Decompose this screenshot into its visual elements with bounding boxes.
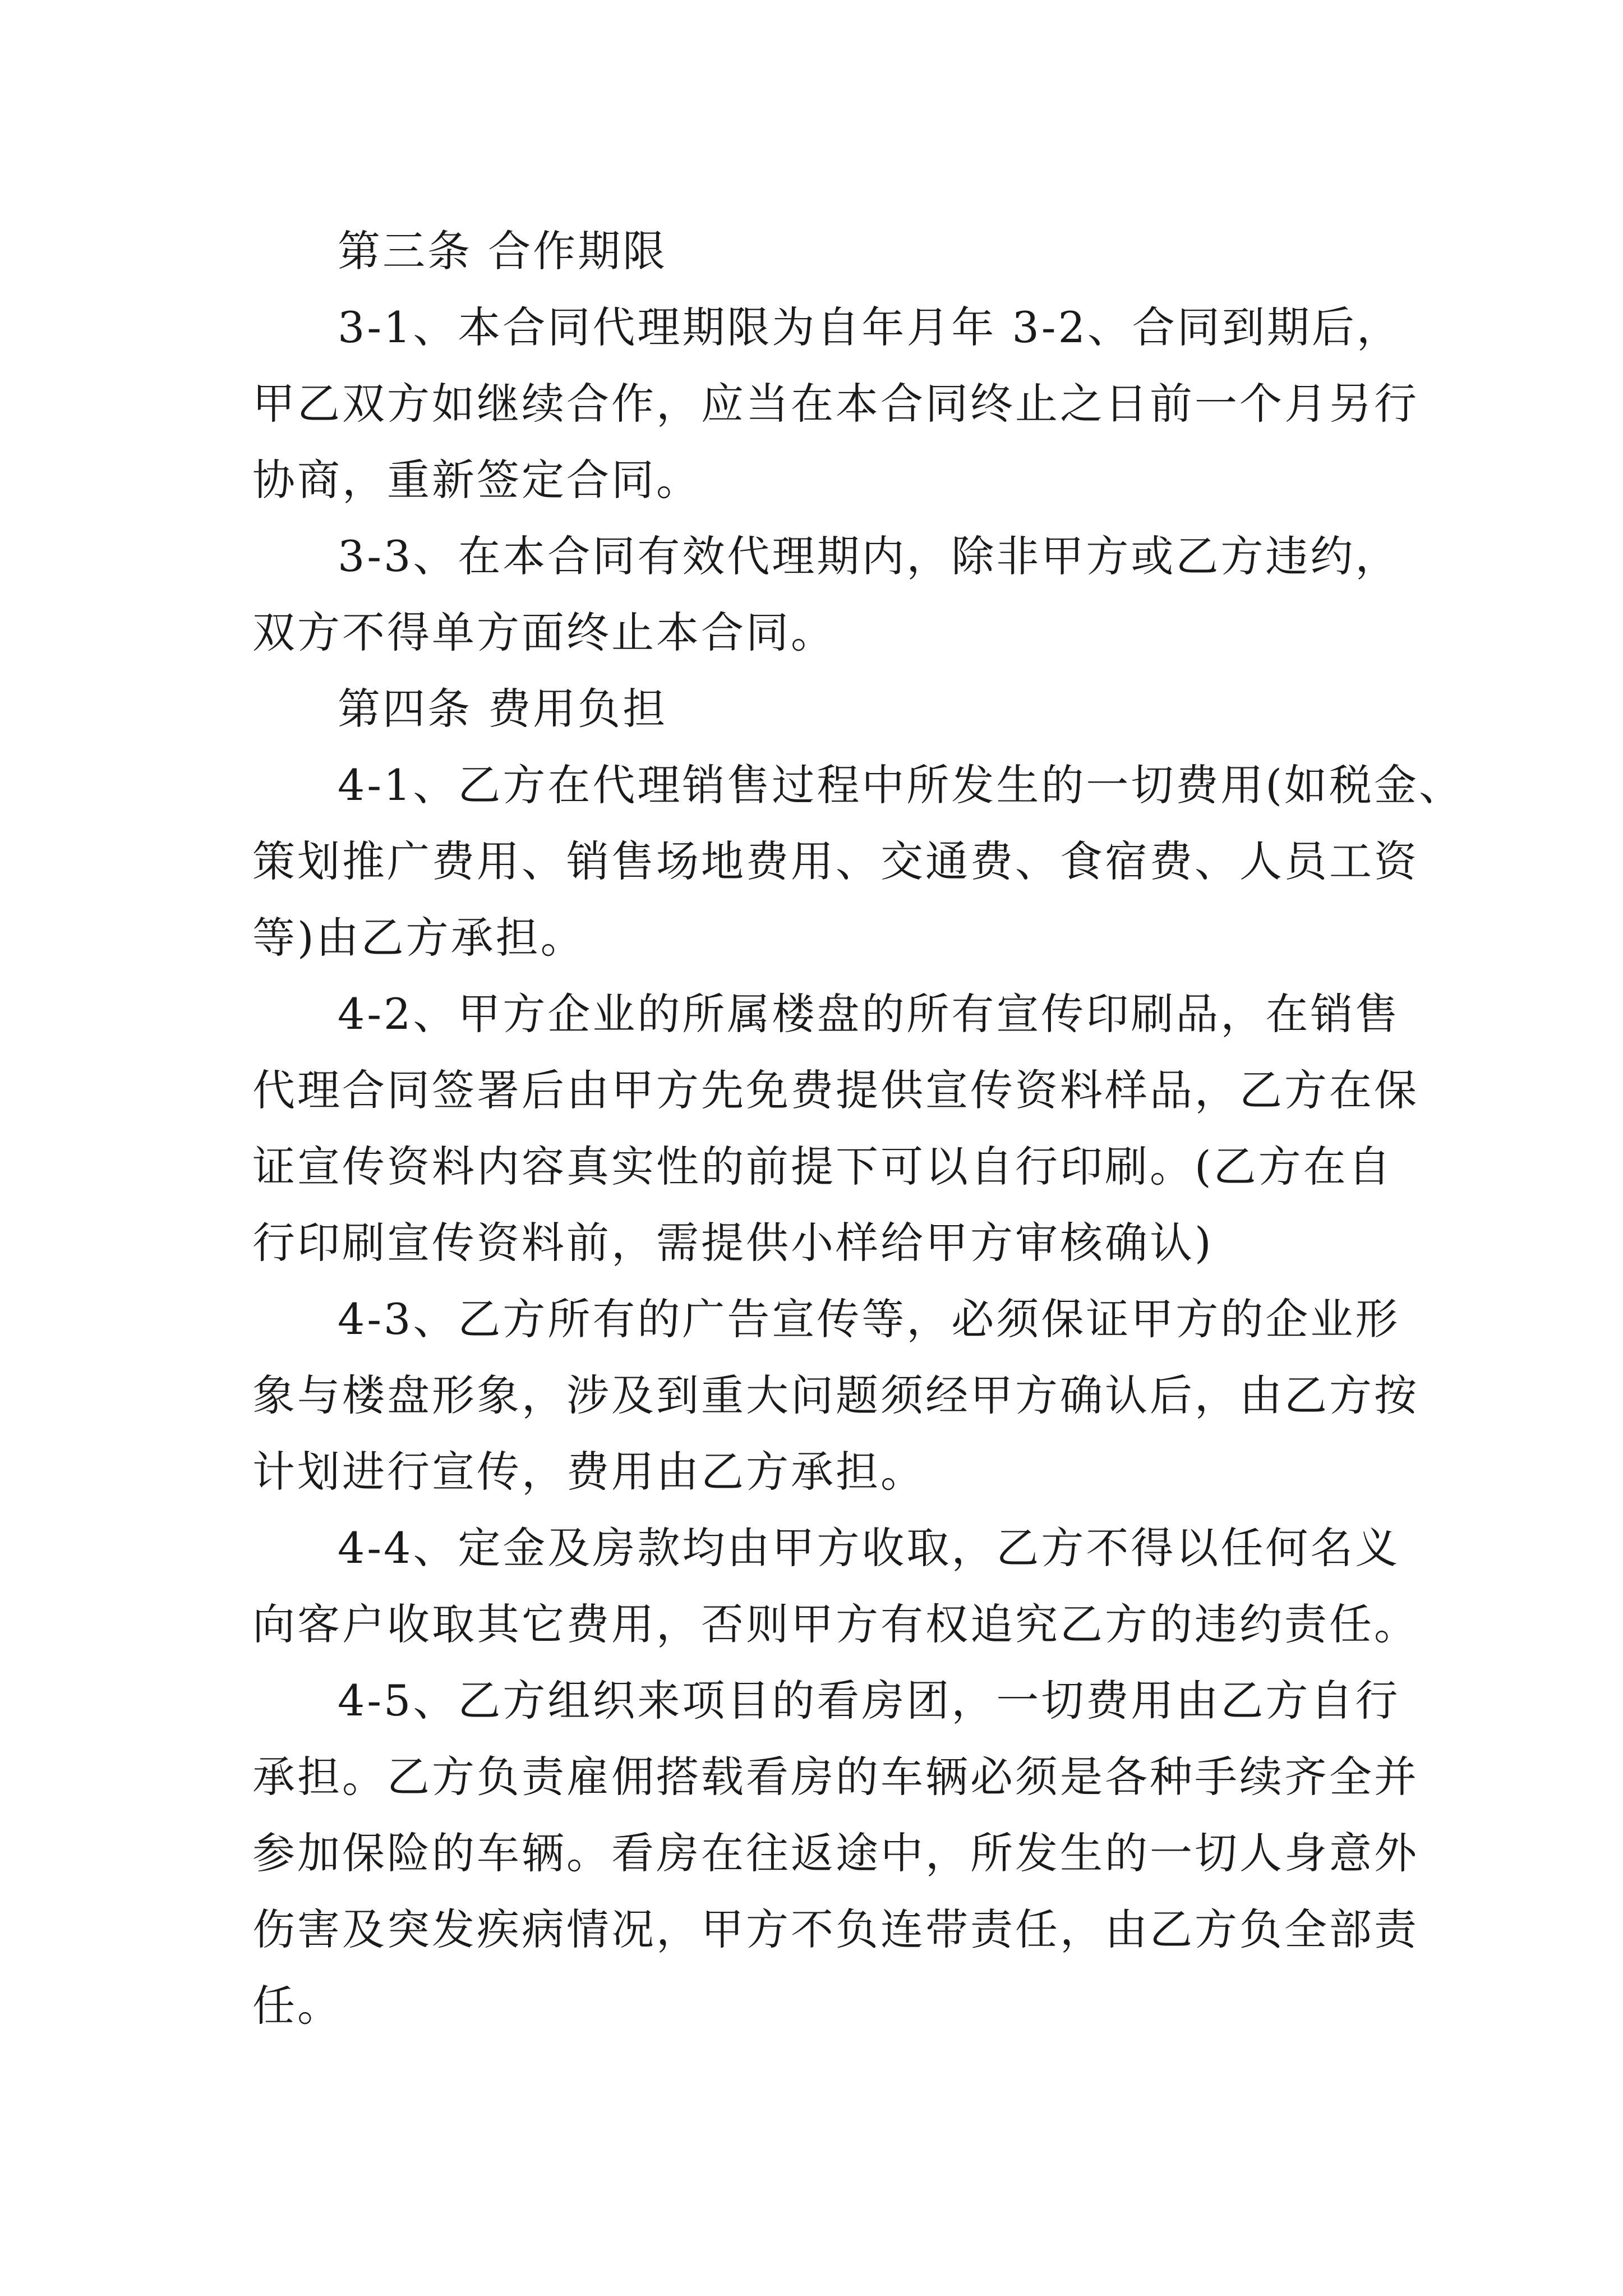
paragraph-line: 3-3、在本合同有效代理期内，除非甲方或乙方违约， bbox=[338, 531, 1400, 581]
paragraph-line: 策划推广费用、销售场地费用、交通费、食宿费、人员工资 bbox=[252, 836, 1419, 886]
paragraph-line: 象与楼盘形象，涉及到重大问题须经甲方确认后，由乙方按 bbox=[252, 1370, 1419, 1420]
paragraph-line: 4-4、定金及房款均由甲方收取，乙方不得以任何名义 bbox=[338, 1523, 1400, 1573]
paragraph-line: 伤害及突发疾病情况，甲方不负连带责任，由乙方负全部责 bbox=[252, 1904, 1419, 1954]
paragraph-line: 第三条 合作期限 bbox=[338, 226, 668, 276]
section-heading-article-3 bbox=[252, 213, 1391, 289]
paragraph-line: 4-5、乙方组织来项目的看房团，一切费用由乙方自行 bbox=[338, 1676, 1400, 1726]
paragraph-line: 协商，重新签定合同。 bbox=[252, 455, 701, 505]
paragraph-line: 向客户收取其它费用，否则甲方有权追究乙方的违约责任。 bbox=[252, 1599, 1419, 1649]
clause-4-2-paragraph bbox=[252, 976, 1419, 1281]
paragraph-line: 等)由乙方承担。 bbox=[252, 913, 585, 963]
paragraph-line: 4-1、乙方在代理销售过程中所发生的一切费用(如税金、 bbox=[338, 760, 1464, 810]
clause-4-4-paragraph bbox=[252, 1510, 1419, 1663]
paragraph-line: 4-2、甲方企业的所属楼盘的所有宣传印刷品，在销售 bbox=[338, 989, 1400, 1039]
paragraph-line: 参加保险的车辆。看房在往返途中，所发生的一切人身意外 bbox=[252, 1828, 1419, 1878]
paragraph-line: 任。 bbox=[252, 1981, 342, 2031]
paragraph-line: 计划进行宣传，费用由乙方承担。 bbox=[252, 1447, 925, 1497]
paragraph-line: 第四条 费用负担 bbox=[338, 684, 668, 734]
section-heading-article-4 bbox=[252, 671, 1391, 747]
paragraph-line: 行印刷宣传资料前，需提供小样给甲方审核确认) bbox=[252, 1218, 1214, 1268]
clause-4-3-paragraph bbox=[252, 1281, 1419, 1510]
clause-3-3-paragraph bbox=[252, 518, 1400, 671]
paragraph-line: 甲乙双方如继续合作，应当在本合同终止之日前一个月另行 bbox=[252, 379, 1419, 429]
paragraph-line: 代理合同签署后由甲方先免费提供宣传资料样品，乙方在保 bbox=[252, 1065, 1419, 1115]
clause-3-1-paragraph bbox=[252, 289, 1419, 518]
paragraph-line: 双方不得单方面终止本合同。 bbox=[252, 608, 836, 657]
paragraph-line: 承担。乙方负责雇佣搭载看房的车辆必须是各种手续齐全并 bbox=[252, 1752, 1419, 1802]
paragraph-line: 3-1、本合同代理期限为自年月年 3-2、合同到期后， bbox=[338, 302, 1401, 352]
clause-4-1-paragraph bbox=[252, 747, 1464, 976]
paragraph-line: 4-3、乙方所有的广告宣传等，必须保证甲方的企业形 bbox=[338, 1294, 1400, 1344]
document-body bbox=[252, 213, 1464, 2044]
paragraph-line: 证宣传资料内容真实性的前提下可以自行印刷。(乙方在自 bbox=[252, 1142, 1393, 1191]
clause-4-5-paragraph bbox=[252, 1663, 1419, 2044]
